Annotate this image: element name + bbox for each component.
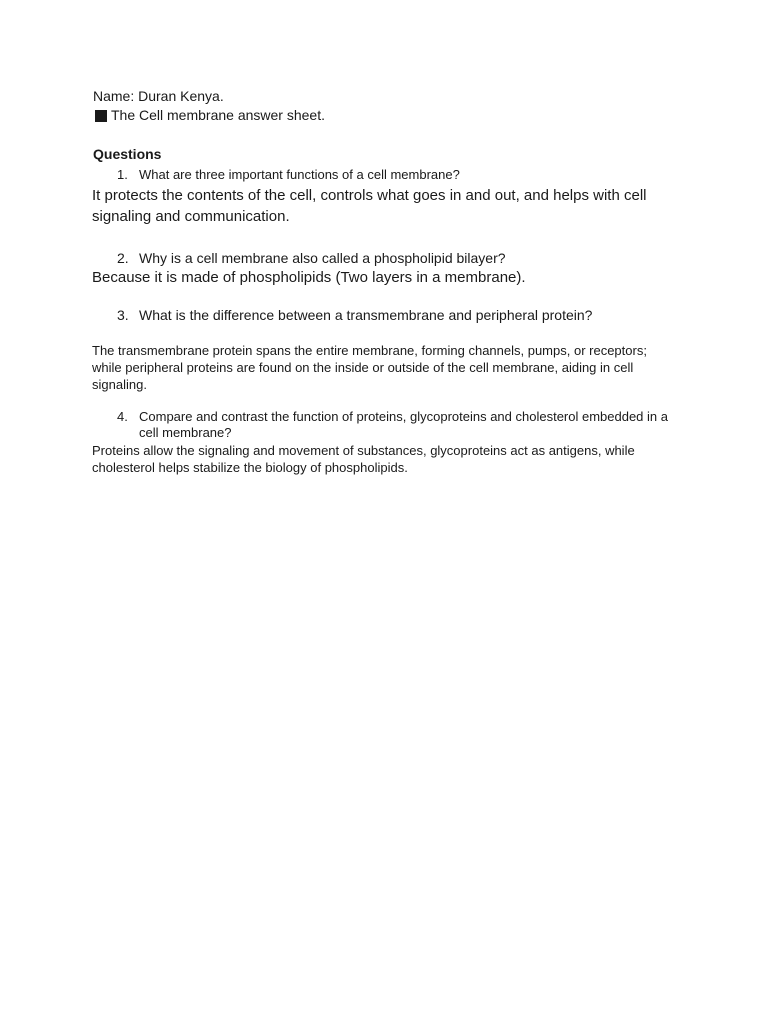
answer-4: Proteins allow the signaling and movement of substances, glycoproteins act as antigens, while cholesterol helps stabilize the biology of phospholipids.: [92, 443, 635, 475]
question-number: 1.: [117, 167, 128, 182]
question-number: 3.: [117, 307, 129, 323]
answer-2: Because it is made of phospholipids (Two layers in a membrane).: [92, 269, 526, 286]
question-number: 2.: [117, 250, 129, 266]
question-number: 4.: [117, 409, 128, 424]
question-text: Why is a cell membrane also called a phospholipid bilayer?: [139, 250, 506, 266]
question-text: Compare and contrast the function of proteins, glycoproteins and cholesterol embedded in a cell membrane?: [139, 409, 668, 440]
questions-heading: Questions: [93, 146, 162, 162]
square-bullet-icon: [95, 110, 107, 122]
sheet-title: [95, 106, 325, 124]
question-text: What is the difference between a transmembrane and peripheral protein?: [139, 307, 593, 323]
answer-3: The transmembrane protein spans the entire membrane, forming channels, pumps, or receptors; while peripheral proteins are found on the inside or outside of the cell membrane, aiding in cell signaling.: [92, 343, 647, 392]
sheet-title-text: The Cell membrane answer sheet.: [111, 107, 325, 123]
answer-1: It protects the contents of the cell, controls what goes in and out, and helps with cell signaling and communication.: [92, 187, 647, 225]
student-name: Name: Duran Kenya.: [93, 88, 224, 104]
question-text: What are three important functions of a cell membrane?: [139, 167, 460, 182]
